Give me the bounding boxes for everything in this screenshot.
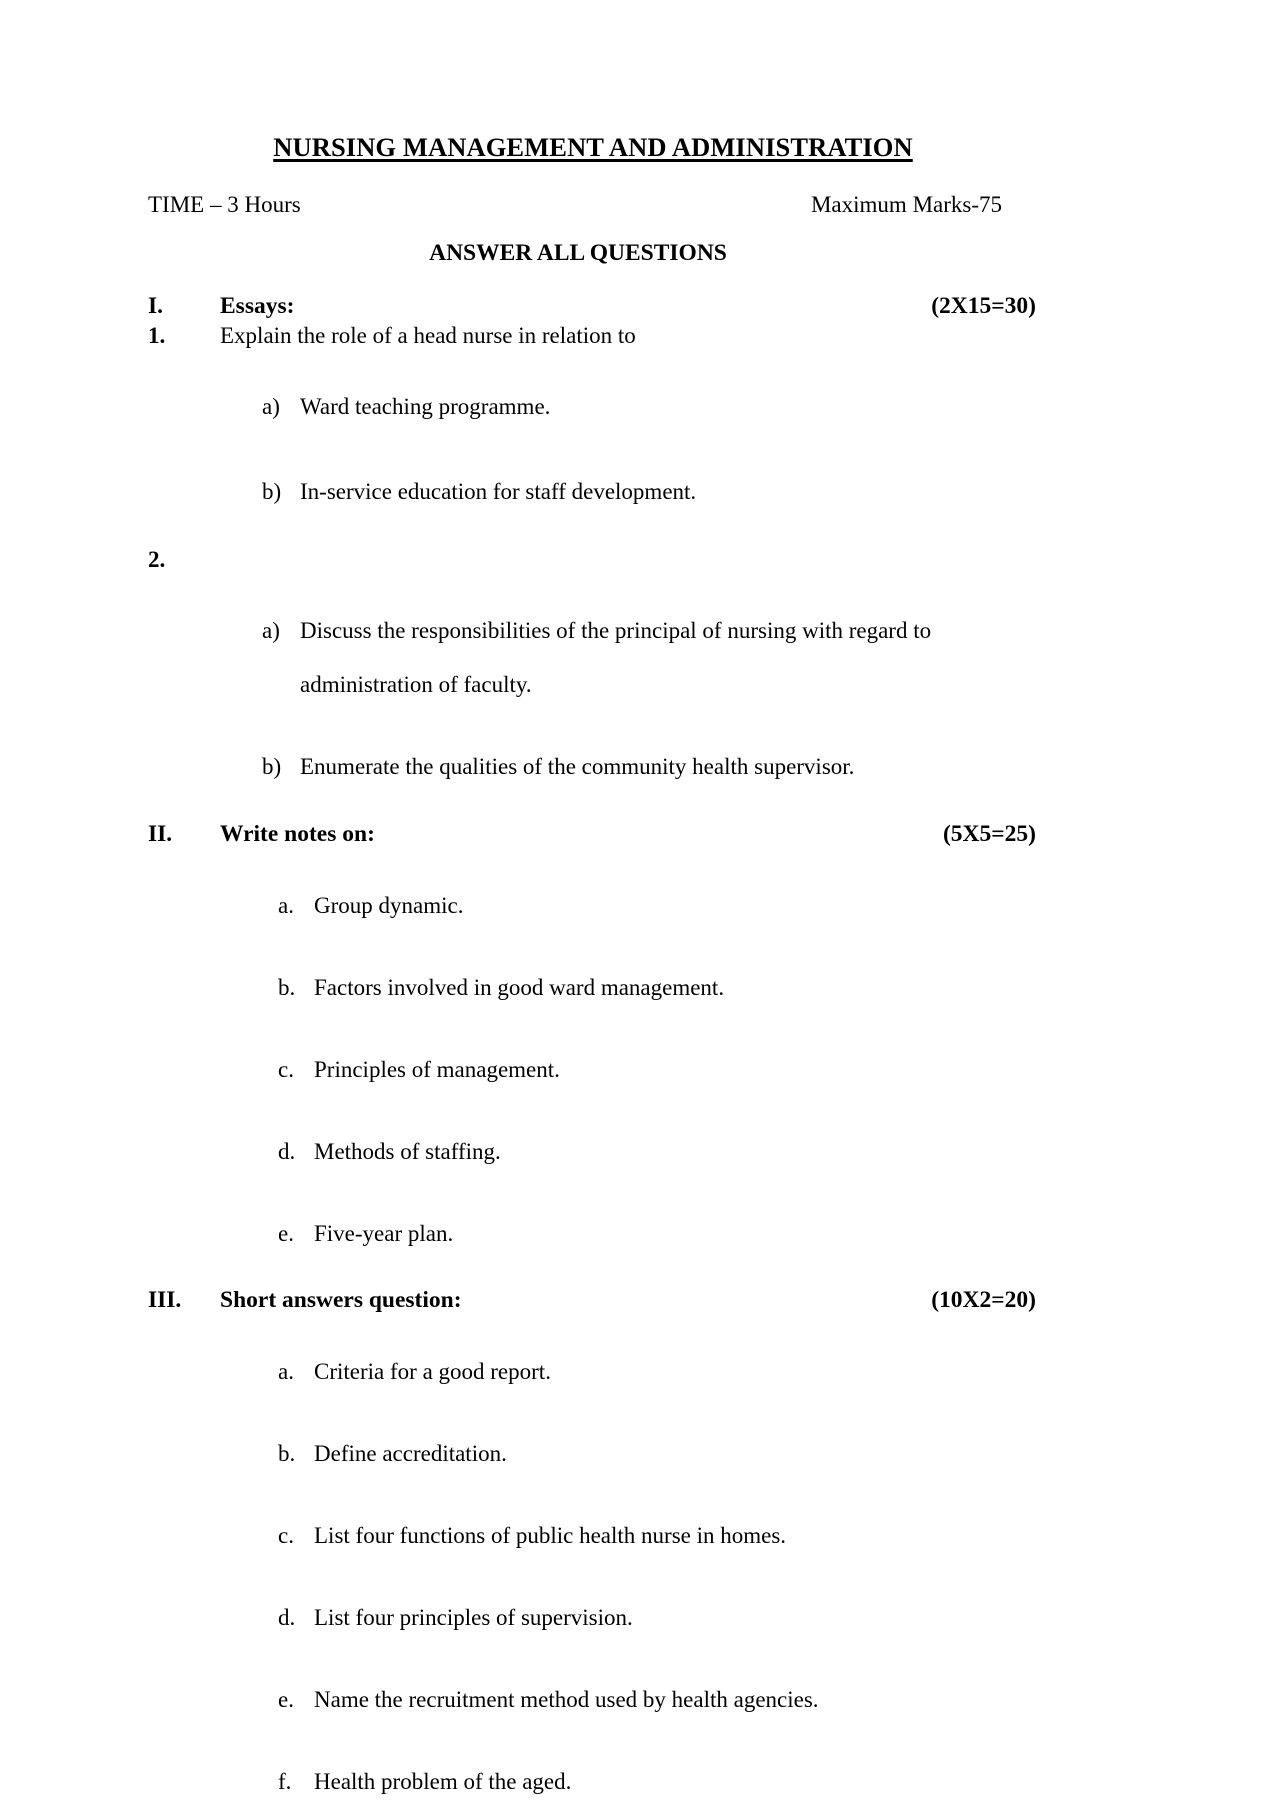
subitem-marker: a) [262, 618, 280, 644]
section-iii-item-b [148, 1427, 1038, 1481]
section-ii-item-e [148, 1207, 1038, 1261]
subitem-text: List four functions of public health nurse in homes. [314, 1522, 787, 1548]
section-heading-iii [148, 1287, 1038, 1314]
question-number-1: 1. [148, 323, 166, 349]
section-iii-item-c [148, 1509, 1038, 1563]
page-title [148, 132, 1038, 163]
subitem-marker: b. [278, 974, 296, 1000]
section-numeral-ii: II. [148, 820, 173, 847]
subitem-text: In-service education for staff development. [300, 479, 697, 505]
section-title-ii: Write notes on: [220, 820, 375, 847]
subitem-text: Discuss the responsibilities of the principal of nursing with regard to administration of faculty. [300, 618, 932, 698]
section-iii-item-f [148, 1755, 1038, 1809]
subitem-marker: a) [262, 394, 280, 420]
exam-meta-row [148, 192, 1038, 218]
question-1-subitem-a [148, 380, 1038, 434]
section-marks-i: (2X15=30) [931, 293, 1036, 320]
exam-maximum-marks: Maximum Marks-75 [810, 192, 1002, 218]
section-iii-item-a [148, 1345, 1038, 1399]
section-marks-ii: (5X5=25) [942, 820, 1036, 847]
subitem-text: Ward teaching programme. [300, 394, 551, 420]
exam-instruction: ANSWER ALL QUESTIONS [429, 240, 727, 267]
section-ii-item-c [148, 1043, 1038, 1097]
section-ii-item-b [148, 961, 1038, 1015]
subitem-text: Health problem of the aged. [314, 1768, 572, 1794]
exam-duration: TIME – 3 Hours [148, 192, 301, 218]
subitem-marker: b) [262, 479, 282, 505]
subitem-text: Define accreditation. [314, 1440, 507, 1466]
question-number-2: 2. [148, 547, 166, 573]
subitem-marker: e. [278, 1686, 294, 1712]
subitem-marker: d. [278, 1604, 296, 1630]
section-ii-item-d [148, 1125, 1038, 1179]
subitem-marker: b. [278, 1440, 296, 1466]
subitem-text: Five-year plan. [314, 1220, 454, 1246]
subitem-text: List four principles of supervision. [314, 1604, 633, 1630]
subitem-text: Criteria for a good report. [314, 1358, 551, 1384]
question-1-subitem-b [148, 465, 1038, 519]
subitem-marker: f. [278, 1768, 292, 1794]
subitem-marker: d. [278, 1138, 296, 1164]
subitem-marker: c. [278, 1056, 294, 1082]
subitem-text: Name the recruitment method used by health agencies. [314, 1686, 819, 1712]
question-2-subitem-a [148, 604, 1038, 712]
subitem-text: Principles of management. [314, 1056, 560, 1082]
section-numeral-i: I. [148, 293, 164, 320]
subitem-marker: b) [262, 754, 282, 780]
question-row-2 [148, 547, 1038, 573]
question-row-1 [148, 323, 1038, 349]
section-title-i: Essays: [220, 293, 295, 320]
subitem-text: Group dynamic. [314, 892, 464, 918]
section-iii-item-e [148, 1673, 1038, 1727]
section-heading-i [148, 293, 1038, 320]
subitem-text: Enumerate the qualities of the community health supervisor. [300, 754, 855, 780]
document-body [148, 132, 1038, 1809]
section-marks-iii: (10X2=20) [931, 1286, 1036, 1313]
section-numeral-iii: III. [148, 1286, 182, 1313]
subitem-marker: c. [278, 1522, 294, 1548]
subitem-text: Methods of staffing. [314, 1138, 501, 1164]
page-title-text: NURSING MANAGEMENT AND ADMINISTRATION [273, 132, 913, 162]
question-stem-1: Explain the role of a head nurse in relation to [220, 323, 636, 349]
question-2-subitem-b [148, 740, 1038, 794]
subitem-marker: a. [278, 892, 294, 918]
subitem-text: Factors involved in good ward management. [314, 974, 725, 1000]
section-title-iii: Short answers question: [220, 1286, 462, 1313]
section-heading-ii [148, 821, 1038, 848]
section-ii-item-a [148, 879, 1038, 933]
subitem-marker: e. [278, 1220, 294, 1246]
subitem-marker: a. [278, 1358, 294, 1384]
section-iii-item-d [148, 1591, 1038, 1645]
